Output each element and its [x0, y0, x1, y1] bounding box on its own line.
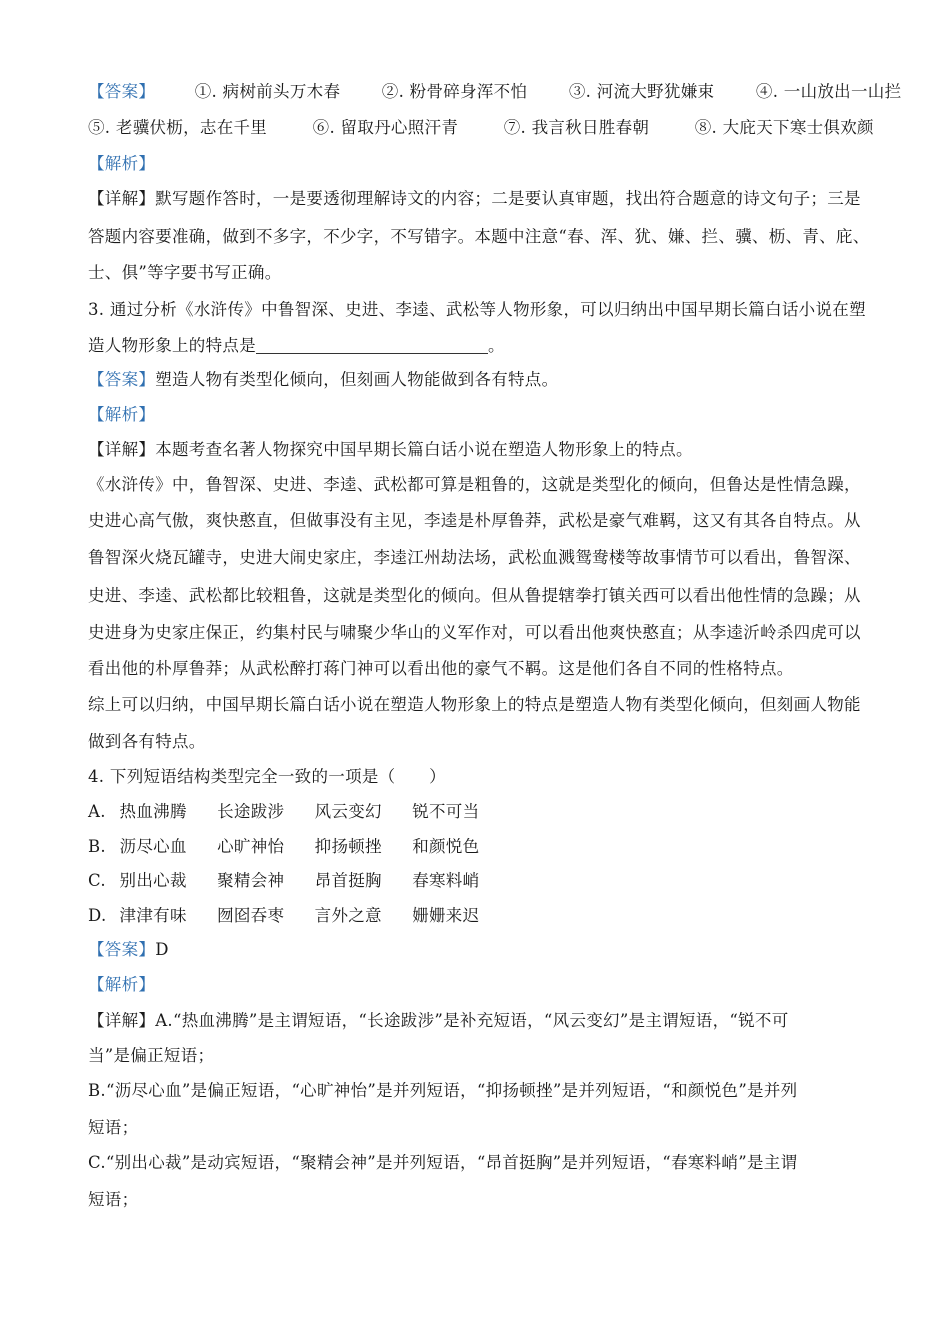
detail-tag: 【详解】 — [88, 1011, 156, 1030]
q2-detail-line: 士、俱”等字要书写正确。 — [88, 263, 282, 282]
q4-detail-line: 短语； — [88, 1118, 139, 1137]
q4-option-c — [88, 870, 870, 892]
option-phrase: 言外之意 — [314, 906, 382, 925]
q4-answer-line — [88, 939, 870, 961]
q3-detail-line: 《水浒传》中，鲁智深、史进、李逵、武松都可算是粗鲁的，这就是类型化的倾向，但鲁达是性情急躁， — [88, 475, 861, 494]
q2-answer-row-1 — [88, 81, 902, 103]
q3-detail-line: 鲁智深火烧瓦罐寺，史进大闹史家庄，李逵江州劫法场，武松血溅鸳鸯楼等故事情节可以看出，鲁智深、 — [88, 548, 861, 567]
detail-text: 本题考查名著人物探究中国早期长篇白话小说在塑造人物形象上的特点。 — [155, 440, 693, 459]
q3-analysis-heading — [88, 404, 870, 426]
q4-detail-line: B.“沥尽心血”是偏正短语，“心旷神怡”是并列短语，“抑扬顿挫”是并列短语，“和颜悦色”是并列 — [88, 1081, 798, 1100]
option-letter: D. — [88, 906, 107, 925]
option-phrase: 长途跋涉 — [217, 802, 285, 821]
option-phrase: 别出心裁 — [119, 871, 187, 890]
q3-detail-line: 史进心高气傲，爽快憨直，但做事没有主见，李逵是朴厚鲁莽，武松是豪气难羁，这又有其各自特点。从 — [88, 511, 861, 530]
q4-option-b — [88, 836, 870, 858]
q3-question-text: 造人物形象上的特点是 — [88, 336, 256, 355]
analysis-tag: 【解析】 — [88, 975, 156, 994]
detail-tag: 【详解】 — [88, 440, 156, 459]
answer-item: ⑦. 我言秋日胜春朝 — [503, 118, 650, 137]
detail-text: 默写题作答时，一是要透彻理解诗文的内容；二是要认真审题，找出符合题意的诗文句子；三是 — [155, 189, 861, 208]
answer-item: ⑧. 大庇天下寒士俱欢颜 — [694, 118, 874, 137]
answer-item: ④. 一山放出一山拦 — [755, 82, 902, 101]
q3-answer-line — [88, 369, 870, 391]
option-letter: A. — [88, 802, 106, 821]
q4-option-a — [88, 801, 870, 823]
q4-option-d — [88, 905, 870, 927]
q3-question-line: 3. 通过分析《水浒传》中鲁智深、史进、李逵、武松等人物形象，可以归纳出中国早期长篇白话小说在塑 — [88, 300, 866, 319]
answer-tag: 【答案】 — [88, 82, 156, 101]
answer-blank — [256, 337, 488, 354]
option-phrase: 锐不可当 — [412, 802, 480, 821]
q4-detail-line: 当”是偏正短语； — [88, 1046, 215, 1065]
option-phrase: 昂首挺胸 — [314, 871, 382, 890]
q3-question-end: 。 — [488, 336, 505, 355]
option-phrase: 姗姗来迟 — [412, 906, 480, 925]
option-phrase: 沥尽心血 — [119, 837, 187, 856]
q4-detail-line: 短语； — [88, 1190, 139, 1209]
q4-question: 4. 下列短语结构类型完全一致的一项是（ ） — [88, 767, 446, 786]
option-phrase: 聚精会神 — [217, 871, 285, 890]
q2-analysis-heading — [88, 153, 870, 175]
q3-detail-line: 做到各有特点。 — [88, 732, 206, 751]
detail-text: A.“热血沸腾”是主谓短语，“长途跋涉”是补充短语，“风云变幻”是主谓短语，“锐不可 — [155, 1011, 789, 1030]
q4-analysis-heading — [88, 974, 870, 996]
option-phrase: 心旷神怡 — [217, 837, 285, 856]
q3-detail-line: 综上可以归纳，中国早期长篇白话小说在塑造人物形象上的特点是塑造人物有类型化倾向，但刻画人物能 — [88, 695, 861, 714]
option-phrase: 和颜悦色 — [412, 837, 480, 856]
q4-detail-line — [88, 1010, 870, 1032]
option-phrase: 春寒料峭 — [412, 871, 480, 890]
answer-item: ③. 河流大野犹嫌束 — [568, 82, 715, 101]
answer-item: ⑤. 老骥伏枥，志在千里 — [88, 118, 268, 137]
answer-text: D — [155, 940, 169, 959]
q3-detail-line: 史进身为史家庄保正，约集村民与啸聚少华山的义军作对，可以看出他爽快憨直；从李逵沂岭杀四虎可以 — [88, 623, 861, 642]
q2-detail-line: 答题内容要准确，做到不多字，不少字，不写错字。本题中注意“春、浑、犹、嫌、拦、骥、枥、青、庇、 — [88, 227, 870, 246]
option-phrase: 抑扬顿挫 — [314, 837, 382, 856]
q2-answer-row-2 — [88, 117, 874, 139]
answer-tag: 【答案】 — [88, 370, 156, 389]
q3-question-line — [88, 335, 870, 357]
q3-detail-line: 史进、李逵、武松都比较粗鲁，这就是类型化的倾向。但从鲁提辖拳打镇关西可以看出他性情的急躁；从 — [88, 586, 861, 605]
analysis-tag: 【解析】 — [88, 154, 156, 173]
answer-tag: 【答案】 — [88, 940, 156, 959]
q3-detail-line — [88, 439, 870, 461]
option-letter: B. — [88, 837, 106, 856]
answer-item: ①. 病树前头万木春 — [194, 82, 341, 101]
answer-item: ⑥. 留取丹心照汗青 — [312, 118, 459, 137]
detail-tag: 【详解】 — [88, 189, 156, 208]
answer-item: ②. 粉骨碎身浑不怕 — [381, 82, 528, 101]
option-phrase: 囫囵吞枣 — [217, 906, 285, 925]
option-phrase: 热血沸腾 — [119, 802, 187, 821]
q4-detail-line: C.“别出心裁”是动宾短语，“聚精会神”是并列短语，“昂首挺胸”是并列短语，“春寒料峭”是主谓 — [88, 1153, 798, 1172]
answer-text: 塑造人物有类型化倾向，但刻画人物能做到各有特点。 — [155, 370, 559, 389]
option-phrase: 津津有味 — [119, 906, 187, 925]
q3-detail-line: 看出他的朴厚鲁莽；从武松醉打蒋门神可以看出他的豪气不羁。这是他们各自不同的性格特点。 — [88, 659, 794, 678]
analysis-tag: 【解析】 — [88, 405, 156, 424]
option-letter: C. — [88, 871, 106, 890]
q2-detail-line — [88, 188, 870, 210]
option-phrase: 风云变幻 — [314, 802, 382, 821]
